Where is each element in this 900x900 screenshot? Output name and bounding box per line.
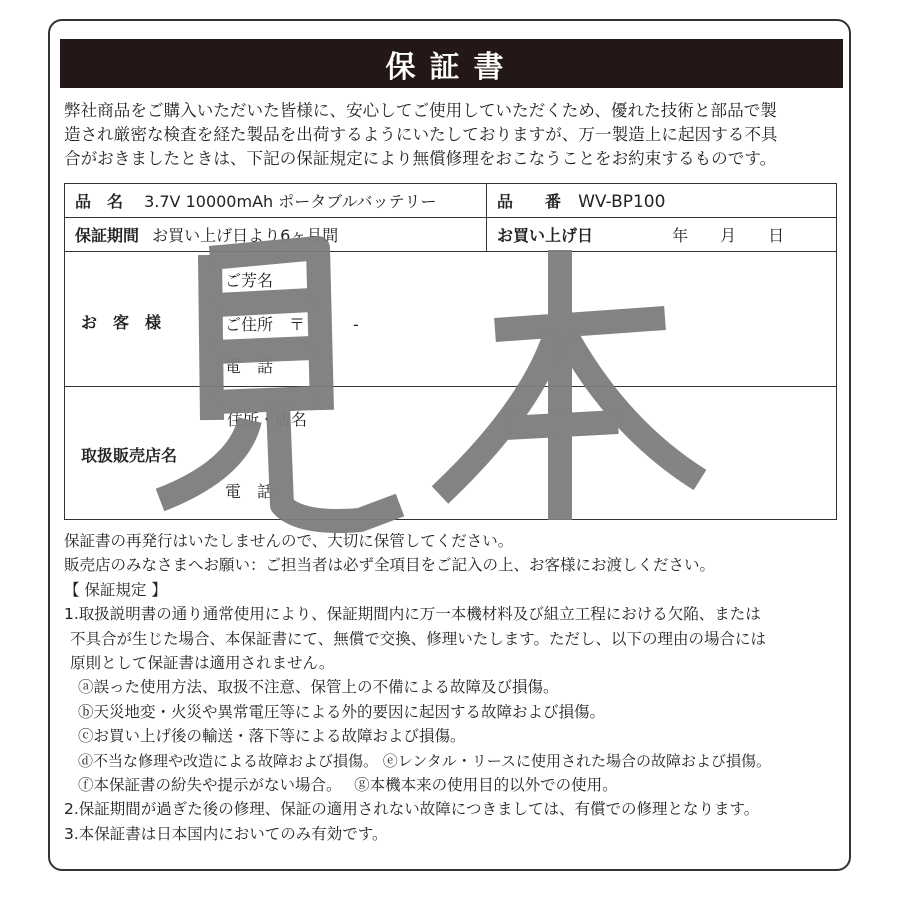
product-name-value: 3.7V 10000mAh ポータブルバッテリー: [144, 192, 437, 211]
warranty-form-table: [64, 183, 837, 520]
warranty-period-label: 保証期間: [75, 226, 140, 245]
warranty-row: [65, 218, 837, 252]
product-name-cell: [65, 184, 487, 218]
rule-1-line-1: 1.取扱説明書の通り通常使用により、保証期間内に万一本機材料及び組立工程における欠陥、または: [64, 605, 761, 624]
rules-heading: 【 保証規定 】: [64, 580, 167, 599]
customer-name-field[interactable]: ご芳名: [225, 271, 274, 290]
model-cell: [487, 184, 837, 218]
warranty-title: 保証書: [60, 39, 843, 88]
product-name-label: 品 名: [75, 192, 124, 211]
intro-paragraph: 弊社商品をご購入いただいた皆様に、安心してご使用していただくため、優れた技術と部品で製 造され厳密な検査を経た製品を出荷するようにいたしておりますが、万一製造上に起因する不具 合がおきましたときは、下記の保証規定により無償修理をおこなうことをお約束するものです。: [64, 101, 778, 168]
rule-1-line-3: 原則として保証書は適用されません。: [70, 654, 335, 673]
purchase-date-value[interactable]: 年 月 日: [672, 226, 785, 245]
rule-item-c: ⓒお買い上げ後の輸送・落下等による故障および損傷。: [78, 727, 466, 746]
store-label: 取扱販売店名: [81, 446, 178, 465]
rule-item-d-e: ⓓ不当な修理や改造による故障および損傷。 ⓔレンタル・リースに使用された場合の故障および損傷。: [78, 751, 772, 770]
warranty-period-cell: [65, 218, 487, 252]
notes-section: [64, 529, 854, 846]
store-cell: [65, 387, 837, 520]
rule-1-line-2: 不具合が生じた場合、本保証書にて、無償で交換、修理いたします。ただし、以下の理由の場合には: [70, 629, 766, 648]
rule-2: 2.保証期間が過ぎた後の修理、保証の適用されない故障につきましては、有償での修理となります。: [64, 800, 760, 819]
rule-item-a: ⓐ誤った使用方法、取扱不注意、保管上の不備による故障及び損傷。: [78, 678, 559, 697]
customer-row: [65, 252, 837, 387]
store-phone-field[interactable]: 電 話: [225, 482, 274, 501]
store-request-note: 販売店のみなさまへお願い：ご担当者は必ず全項目をご記入の上、お客様にお渡しください。: [64, 556, 716, 575]
rule-3: 3.本保証書は日本国内においてのみ有効です。: [64, 824, 388, 843]
store-row: [65, 387, 837, 520]
model-label: 品 番: [497, 192, 562, 211]
store-address-field[interactable]: 住所・店名: [227, 410, 308, 429]
rule-item-f-g: ⓕ本保証書の紛失や提示がない場合。 ⓖ本機本来の使用目的以外での使用。: [78, 776, 618, 795]
rule-item-b: ⓑ天災地変・火災や異常電圧等による外的要因に起因する故障および損傷。: [78, 702, 606, 721]
purchase-date-label: お買い上げ日: [497, 226, 594, 245]
customer-label: お 客 様: [81, 313, 162, 332]
product-row: [65, 184, 837, 218]
warranty-period-value: お買い上げ日より6ヶ月間: [152, 226, 339, 245]
reissue-note: 保証書の再発行はいたしませんので、大切に保管してください。: [64, 532, 514, 550]
customer-cell: [65, 252, 837, 387]
purchase-date-cell: [487, 218, 837, 252]
model-value: WV-BP100: [578, 192, 666, 212]
customer-address-field[interactable]: ご住所 〒 -: [225, 315, 359, 334]
customer-phone-field[interactable]: 電 話: [225, 357, 274, 376]
